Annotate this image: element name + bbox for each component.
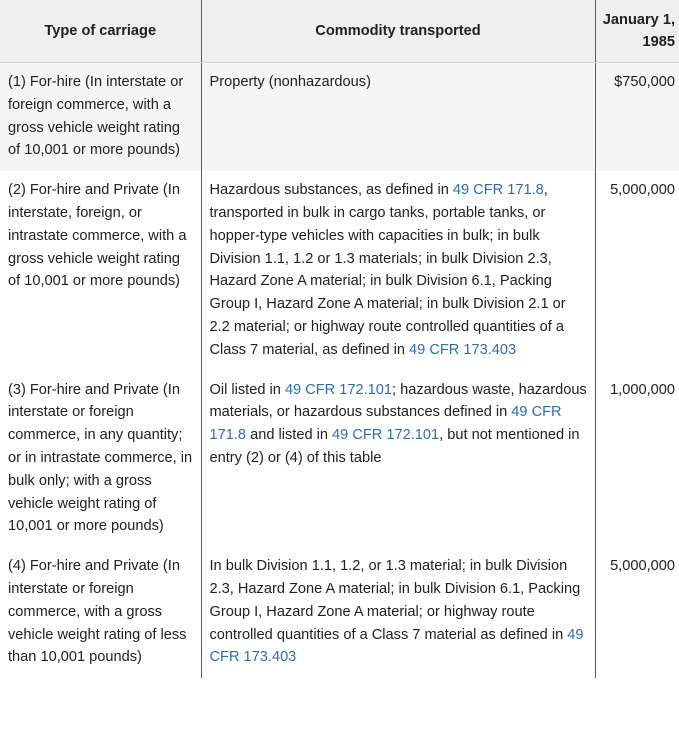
cfr-reference-link[interactable]: 49 CFR 173.403: [209, 626, 584, 666]
commodity-text: Oil listed in: [209, 381, 285, 398]
insurance-amount-cell: 5,000,000: [595, 171, 679, 370]
commodity-text: In bulk Division 1.1, 1.2, or 1.3 material; in bulk Division 2.3, Hazard Zone A material; in bulk Division 6.1, Packing Group I, Hazard Zone A material; or highway route controlled quantities of a Class 7 material as defined in: [209, 558, 581, 643]
commodity-text: and listed in: [246, 427, 333, 444]
table-row: [0, 371, 679, 548]
header-commodity-transported: Commodity transported: [201, 0, 595, 63]
table-row: [0, 171, 679, 370]
header-row: [0, 0, 679, 63]
header-effective-date: January 1, 1985: [595, 0, 679, 63]
commodity-cell: [201, 371, 595, 548]
cfr-reference-link[interactable]: 49 CFR 172.101: [284, 381, 393, 398]
commodity-text: Property (nonhazardous): [209, 74, 371, 90]
insurance-amount-cell: $750,000: [595, 63, 679, 172]
header-type-of-carriage: Type of carriage: [0, 0, 201, 63]
insurance-amount-cell: 5,000,000: [595, 547, 679, 678]
commodity-text: , but not mentioned in entry (2) or (4) of this table: [209, 427, 580, 466]
cfr-reference-link[interactable]: 49 CFR 171.8: [209, 404, 562, 444]
type-of-carriage-cell: (1) For-hire (In interstate or foreign commerce, with a gross vehicle weight rating of 10,001 or more pounds): [0, 63, 201, 172]
commodity-text: ; hazardous waste, hazardous materials, or hazardous substances defined in: [209, 381, 587, 421]
commodity-cell: [201, 547, 595, 678]
commodity-text: Hazardous substances, as defined in: [209, 182, 453, 199]
cfr-reference-link[interactable]: 49 CFR 172.101: [332, 427, 440, 444]
commodity-cell: [201, 63, 595, 172]
cfr-reference-link[interactable]: 49 CFR 171.8: [452, 182, 544, 199]
table-row: [0, 63, 679, 172]
commodity-text: , transported in bulk in cargo tanks, portable tanks, or hopper-type vehicles with capacities in bulk; in bulk Division 1.1, 1.2 or 1.3 materials; in bulk Division 2.3, Hazard Zone A material; in bulk Division 6.1, Packing Group I, Hazard Zone A material; in bulk Division 2.1 or 2.2 material; or highway route controlled quantities of a Class 7 material, as defined in: [209, 182, 566, 358]
type-of-carriage-cell: (3) For-hire and Private (In interstate or foreign commerce, in any quantity; or in intrastate commerce, in bulk only; with a gross vehicle weight rating of 10,001 or more pounds): [0, 371, 201, 548]
type-of-carriage-cell: (2) For-hire and Private (In interstate, foreign, or intrastate commerce, with a gross vehicle weight rating of 10,001 or more pounds): [0, 171, 201, 370]
commodity-cell: [201, 171, 595, 370]
type-of-carriage-cell: (4) For-hire and Private (In interstate or foreign commerce, with a gross vehicle weight rating of less than 10,001 pounds): [0, 547, 201, 678]
cfr-reference-link[interactable]: 49 CFR 173.403: [409, 341, 517, 358]
table-row: [0, 547, 679, 678]
insurance-amount-cell: 1,000,000: [595, 371, 679, 548]
